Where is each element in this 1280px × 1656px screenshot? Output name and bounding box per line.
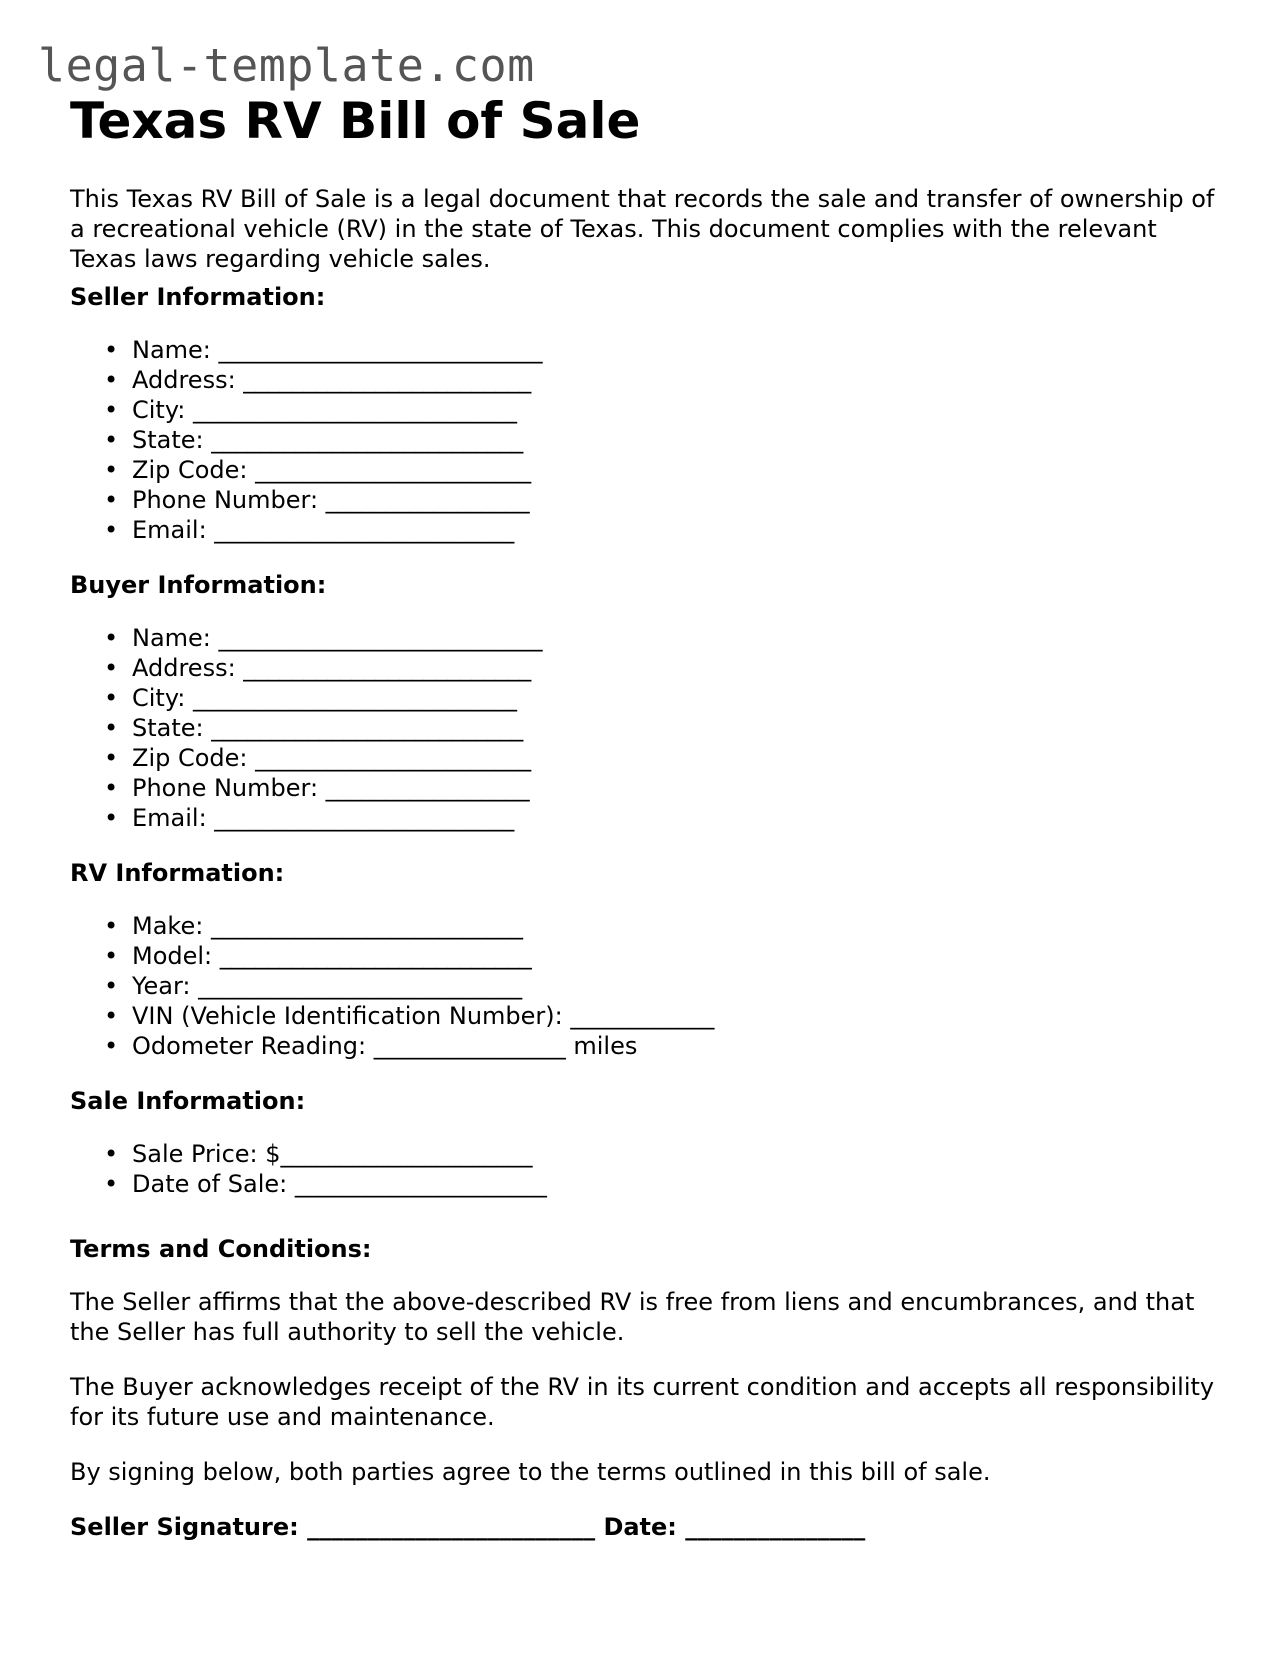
buyer-city-field[interactable]: • City: ___________________________ <box>132 683 543 713</box>
terms-heading: Terms and Conditions: <box>70 1235 372 1263</box>
buyer-heading: Buyer Information: <box>70 571 327 599</box>
seller-zip-field[interactable]: • Zip Code: _______________________ <box>132 455 543 485</box>
rv-vin-field[interactable]: • VIN (Vehicle Identification Number): ____________ <box>132 1001 714 1031</box>
rv-odometer-field[interactable]: • Odometer Reading: ________________ miles <box>132 1031 714 1061</box>
seller-city-field[interactable]: • City: ___________________________ <box>132 395 543 425</box>
buyer-state-field[interactable]: • State: __________________________ <box>132 713 543 743</box>
terms-paragraph-acknowledgement: The Buyer acknowledges receipt of the RV in its current condition and accepts all responsibility for its future use and maintenance. <box>70 1373 1215 1431</box>
intro-paragraph: This Texas RV Bill of Sale is a legal document that records the sale and transfer of ownership of a recreational vehicle (RV) in the state of Texas. This document complies with the relevant Texas laws regarding vehicle sales. <box>70 185 1215 273</box>
buyer-phone-field[interactable]: • Phone Number: _________________ <box>132 773 543 803</box>
sale-fields <box>70 1139 547 1199</box>
seller-email-field[interactable]: • Email: _________________________ <box>132 515 543 545</box>
rv-fields <box>70 911 714 1061</box>
seller-signature-line[interactable]: Seller Signature: ________________________ Date: _______________ <box>70 1513 866 1541</box>
buyer-zip-field[interactable]: • Zip Code: _______________________ <box>132 743 543 773</box>
rv-year-field[interactable]: • Year: ___________________________ <box>132 971 714 1001</box>
seller-state-field[interactable]: • State: __________________________ <box>132 425 543 455</box>
seller-name-field[interactable]: • Name: ___________________________ <box>132 335 543 365</box>
sale-price-field[interactable]: • Sale Price: $_____________________ <box>132 1139 547 1169</box>
seller-address-field[interactable]: • Address: ________________________ <box>132 365 543 395</box>
buyer-email-field[interactable]: • Email: _________________________ <box>132 803 543 833</box>
watermark: legal-template.com <box>38 39 535 92</box>
page-title: Texas RV Bill of Sale <box>70 92 641 150</box>
sale-date-field[interactable]: • Date of Sale: _____________________ <box>132 1169 547 1199</box>
rv-make-field[interactable]: • Make: __________________________ <box>132 911 714 941</box>
seller-heading: Seller Information: <box>70 283 326 311</box>
buyer-name-field[interactable]: • Name: ___________________________ <box>132 623 543 653</box>
seller-phone-field[interactable]: • Phone Number: _________________ <box>132 485 543 515</box>
sale-heading: Sale Information: <box>70 1087 306 1115</box>
buyer-fields <box>70 623 543 833</box>
rv-heading: RV Information: <box>70 859 285 887</box>
rv-model-field[interactable]: • Model: __________________________ <box>132 941 714 971</box>
buyer-address-field[interactable]: • Address: ________________________ <box>132 653 543 683</box>
terms-paragraph-liens: The Seller affirms that the above-described RV is free from liens and encumbrances, and that the Seller has full authority to sell the vehicle. <box>70 1288 1195 1346</box>
seller-fields <box>70 335 543 545</box>
document <box>70 92 1220 1541</box>
terms-paragraph-agreement: By signing below, both parties agree to the terms outlined in this bill of sale. <box>70 1458 991 1486</box>
